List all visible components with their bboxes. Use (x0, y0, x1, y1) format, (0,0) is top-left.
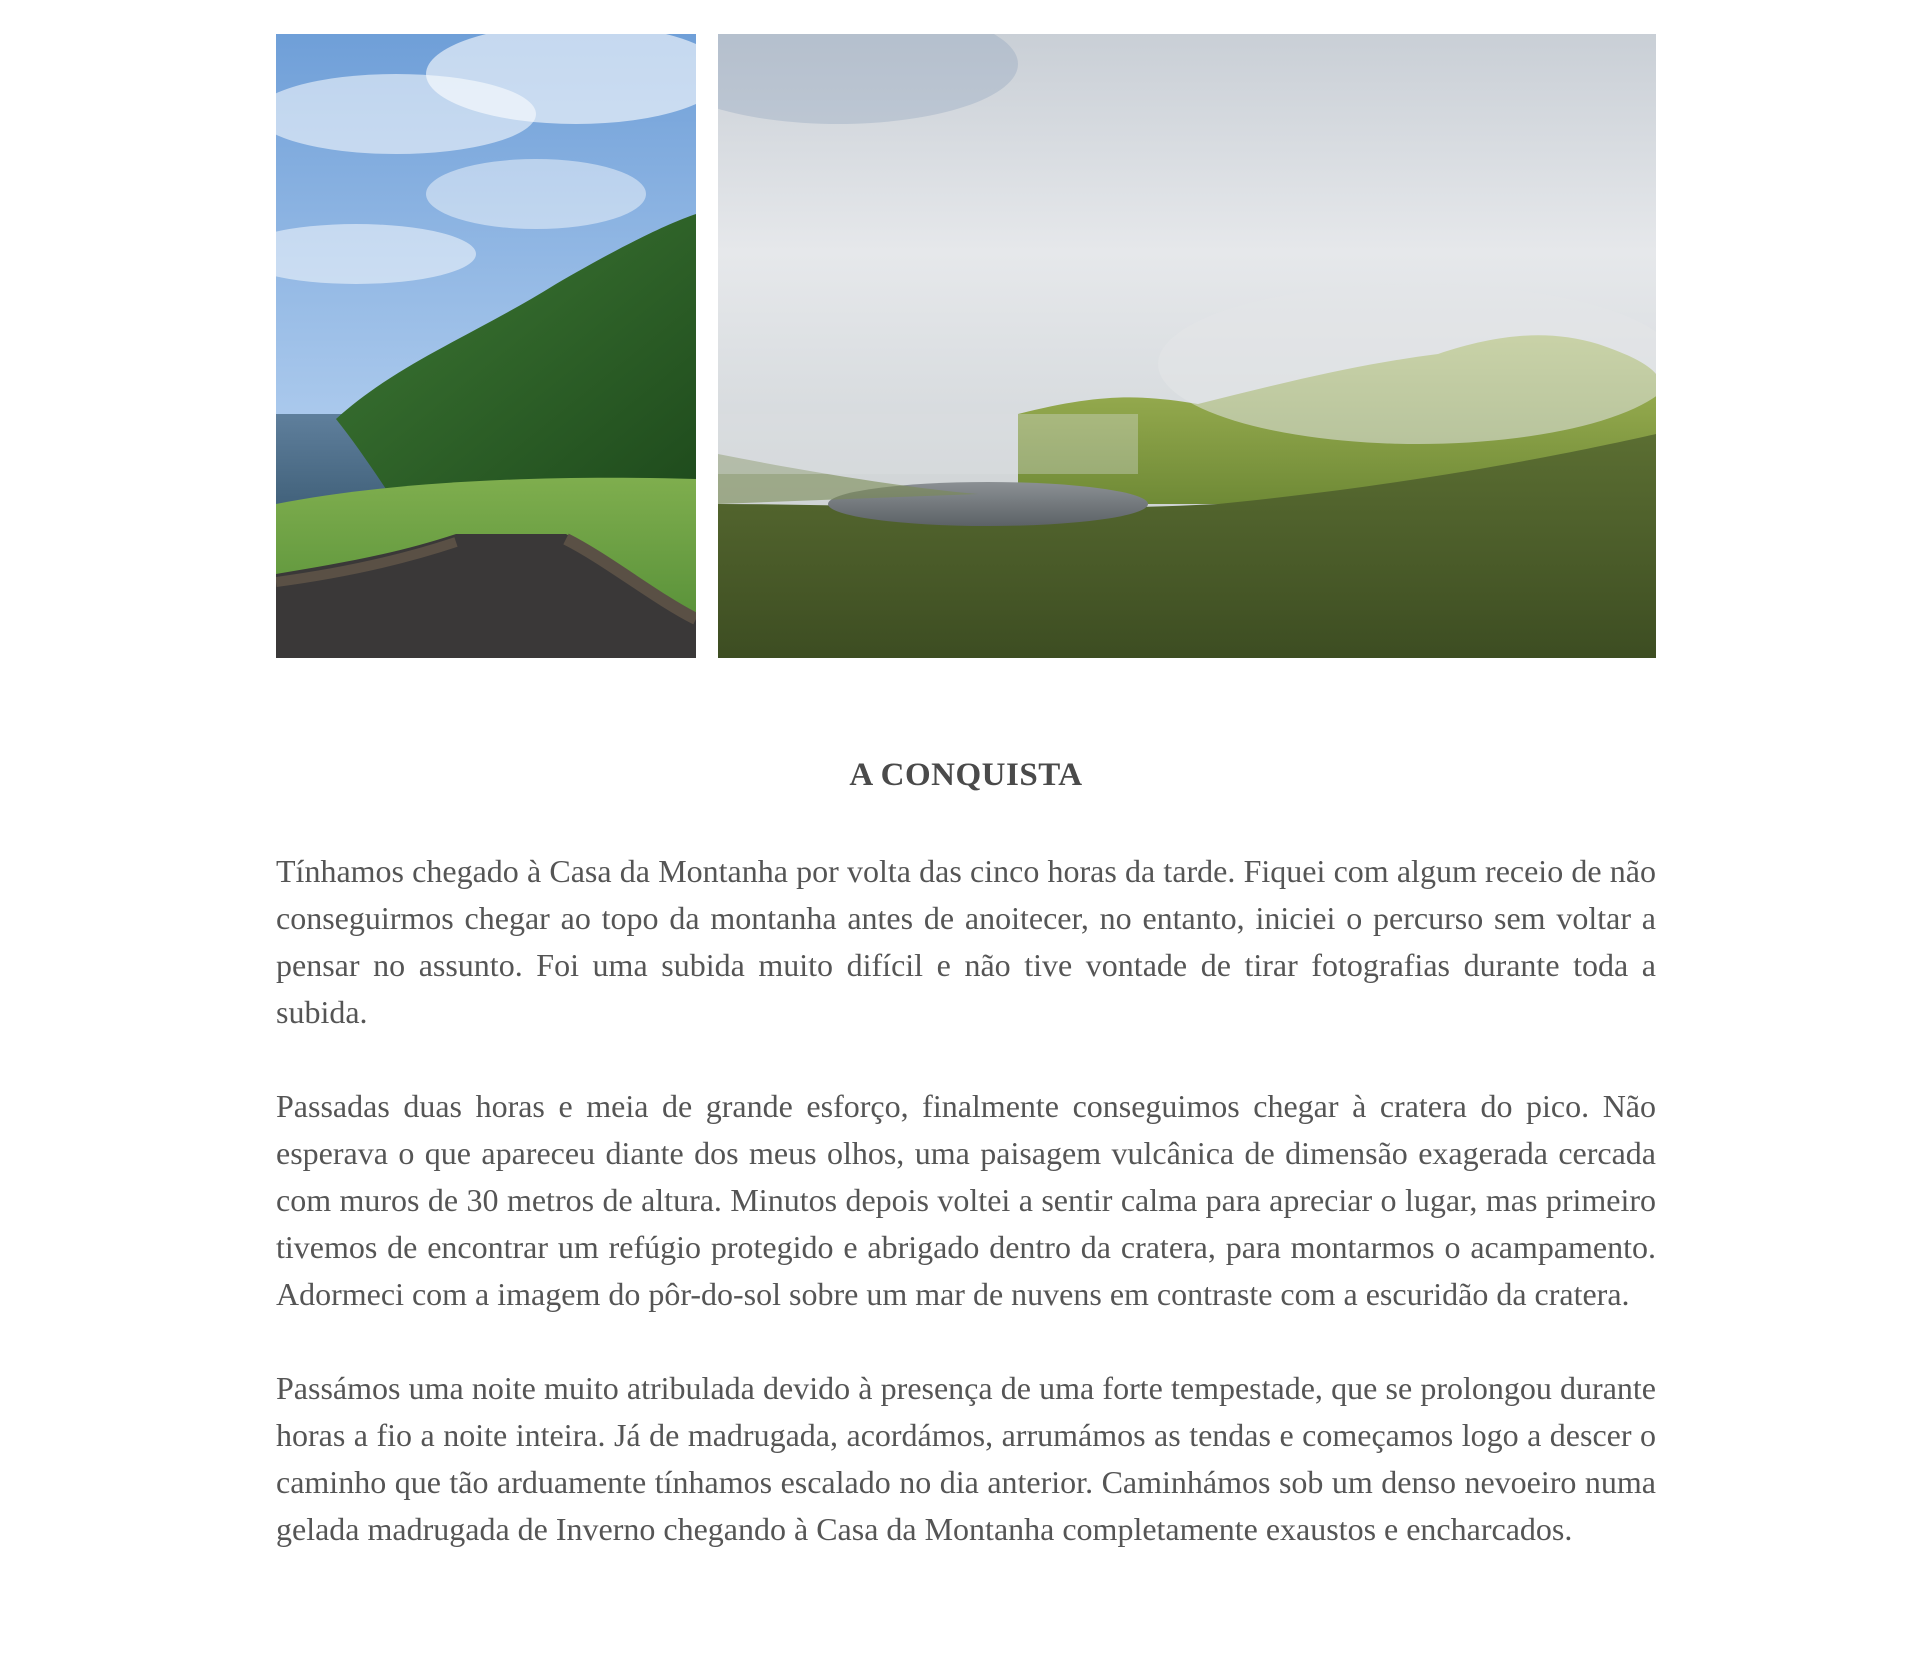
article-title: A CONQUISTA (849, 757, 1083, 793)
article (276, 750, 1656, 1600)
coastal-road-image (276, 34, 696, 658)
coastal-road-photo[interactable] (276, 34, 696, 658)
misty-crater-lake-photo[interactable] (718, 34, 1656, 658)
photo-gallery (276, 34, 1656, 658)
article-paragraph: Tínhamos chegado à Casa da Montanha por volta das cinco horas da tarde. Fiquei com algum receio de não conseguirmos chegar ao topo da montanha antes de anoitecer, no entanto, iniciei o percurso sem voltar a pensar no assunto. Foi uma subida muito difícil e não tive vontade de tirar fotografias durante toda a subida. (276, 853, 1656, 1030)
article-paragraph: Passámos uma noite muito atribulada devido à presença de uma forte tempestade, que se prolongou durante horas a fio a noite inteira. Já de madrugada, acordámos, arrumámos as tendas e começamos logo a descer o caminho que tão arduamente tínhamos escalado no dia anterior. Caminhámos sob um denso nevoeiro numa gelada madrugada de Inverno chegando à Casa da Montanha completamente exaustos e encharcados. (276, 1370, 1656, 1547)
article-paragraph: Passadas duas horas e meia de grande esforço, finalmente conseguimos chegar à cratera do pico. Não esperava o que apareceu diante dos meus olhos, uma paisagem vulcânica de dimensão exagerada cercada com muros de 30 metros de altura. Minutos depois voltei a sentir calma para apreciar o lugar, mas primeiro tivemos de encontrar um refúgio protegido e abrigado dentro da cratera, para montarmos o acampamento. Adormeci com a imagem do pôr-do-sol sobre um mar de nuvens em contraste com a escuridão da cratera. (276, 1088, 1656, 1312)
crater-lake-image (718, 34, 1656, 658)
